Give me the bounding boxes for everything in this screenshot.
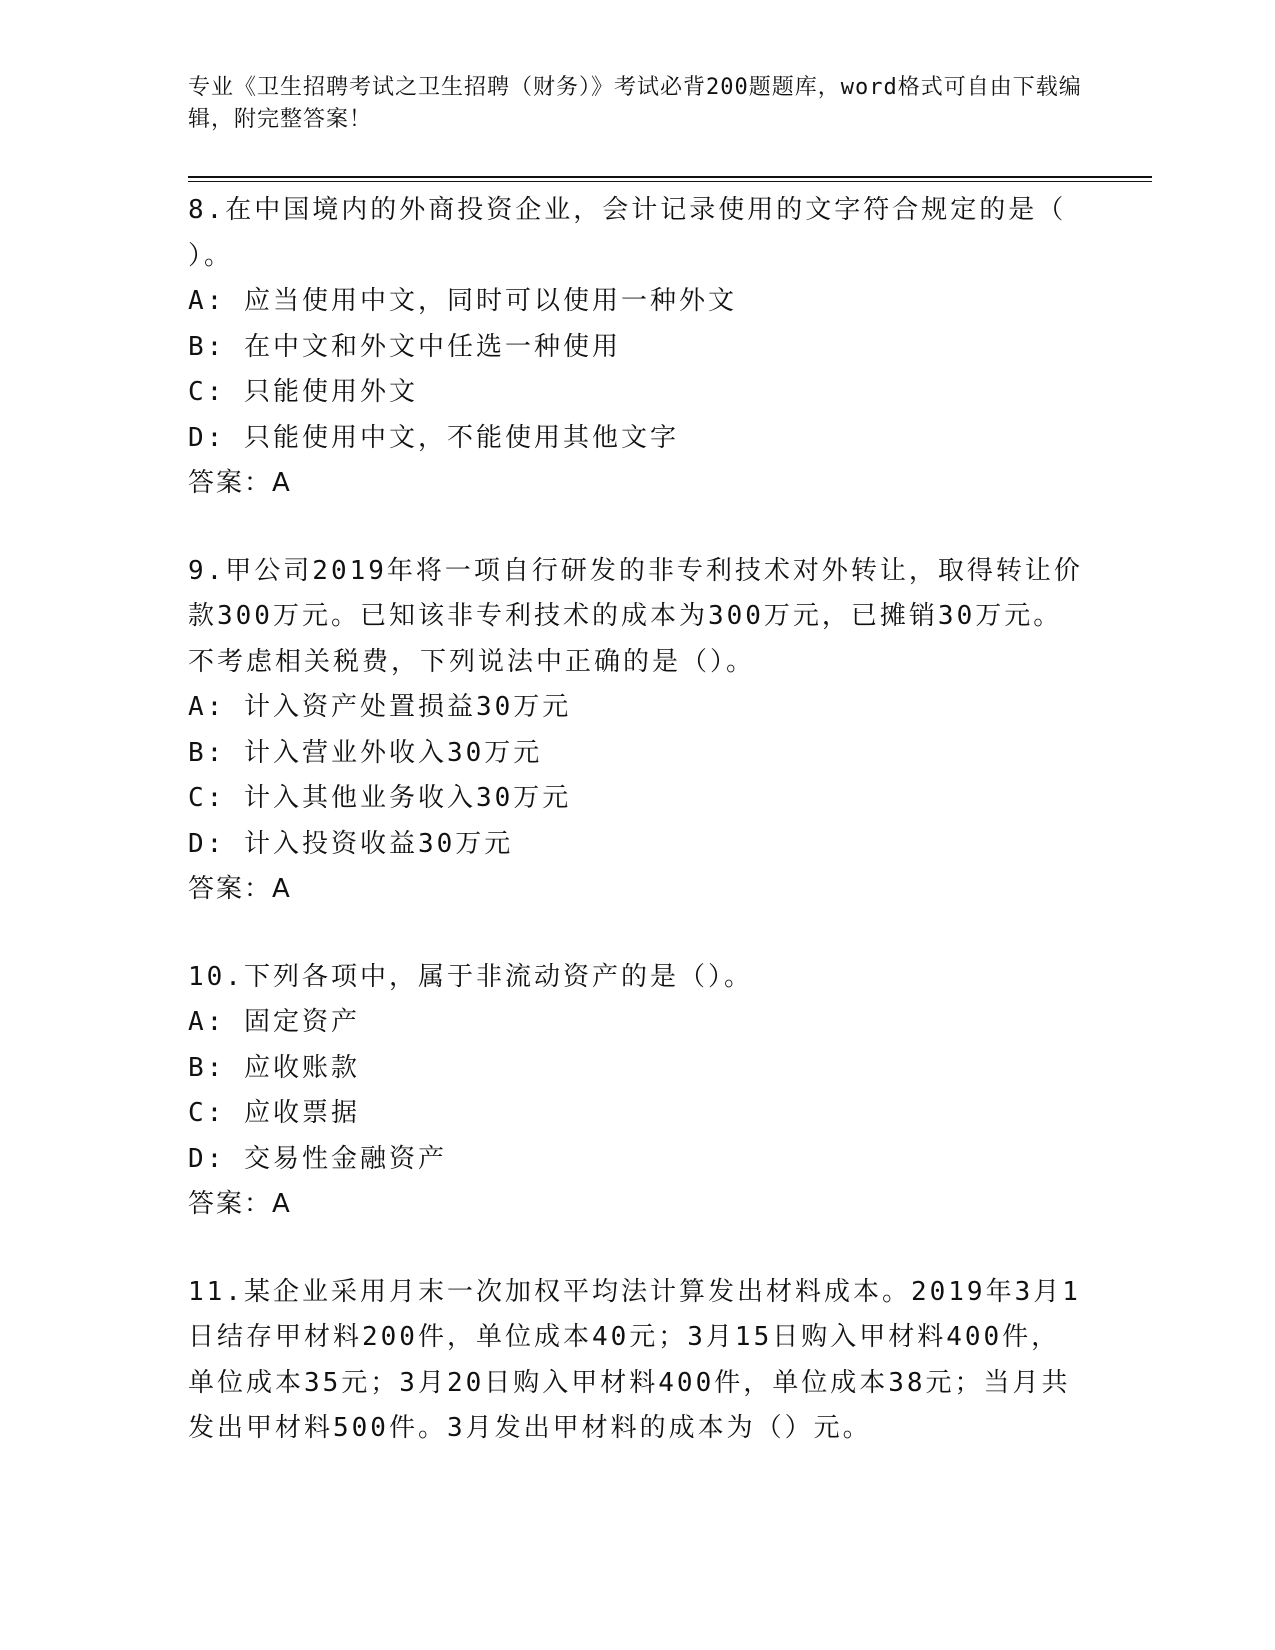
header-rule-thick <box>188 176 1152 178</box>
question-stem: 10.下列各项中，属于非流动资产的是（）。 <box>188 961 753 992</box>
question-9 <box>188 549 1088 913</box>
question-stem: 8.在中国境内的外商投资企业，会计记录使用的文字符合规定的是（ ）。 <box>188 195 1067 271</box>
question-8 <box>188 188 1088 507</box>
option-b: B: 计入营业外收入30万元 <box>188 737 543 768</box>
question-stem: 11.某企业采用月末一次加权平均法计算发出材料成本。2019年3月1日结存甲材料200件，单位成本40元；3月15日购入甲材料400件，单位成本35元；3月20日购入甲材料400件，单位成本38元；当月共发出甲材料500件。3月发出甲材料的成本为（）元。 <box>188 1276 1081 1443</box>
document-header: 专业《卫生招聘考试之卫生招聘（财务）》考试必背200题题库，word格式可自由下载编辑，附完整答案！ <box>188 75 1082 132</box>
option-c: C: 只能使用外文 <box>188 377 418 407</box>
option-c: C: 应收票据 <box>188 1098 360 1128</box>
answer-line: 答案：A <box>188 468 292 498</box>
answer-line: 答案：A <box>188 874 292 904</box>
option-a: A: 计入资产处置损益30万元 <box>188 692 572 722</box>
question-stem: 9.甲公司2019年将一项自行研发的非专利技术对外转让，取得转让价款300万元。已知该非专利技术的成本为300万元，已摊销30万元。不考虑相关税费，下列说法中正确的是（）。 <box>188 555 1083 677</box>
question-10 <box>188 955 1088 1228</box>
header-rule-thin <box>188 181 1152 182</box>
question-11 <box>188 1270 1088 1452</box>
option-d: D: 只能使用中文，不能使用其他文字 <box>188 422 679 453</box>
option-a: A: 应当使用中文，同时可以使用一种外文 <box>188 286 737 316</box>
question-list <box>188 188 1088 1494</box>
option-d: D: 计入投资收益30万元 <box>188 828 514 859</box>
option-b: B: 在中文和外文中任选一种使用 <box>188 331 621 362</box>
option-d: D: 交易性金融资产 <box>188 1143 447 1174</box>
option-b: B: 应收账款 <box>188 1052 360 1083</box>
option-a: A: 固定资产 <box>188 1007 360 1037</box>
answer-line: 答案：A <box>188 1189 292 1219</box>
option-c: C: 计入其他业务收入30万元 <box>188 783 572 813</box>
